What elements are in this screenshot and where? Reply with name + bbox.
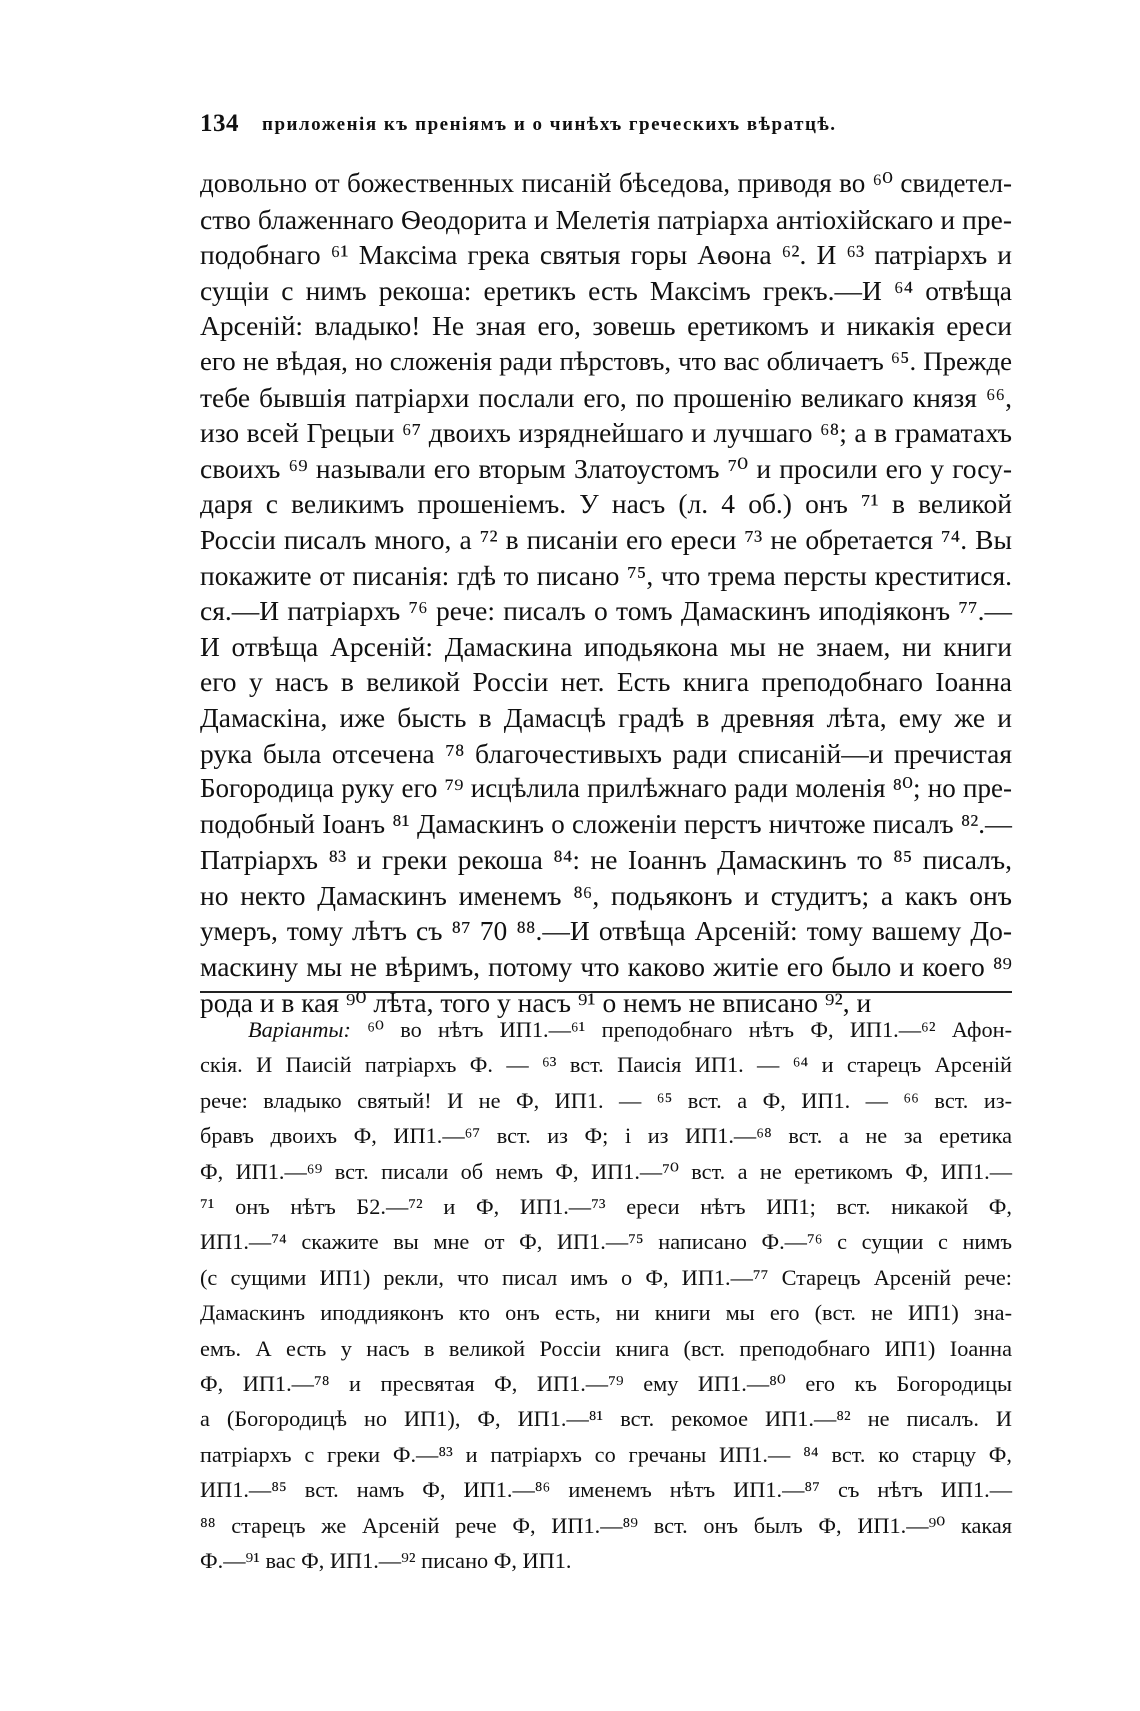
footnote-line: скія. И Паисій патріархъ Ф. — ⁶³ вст. Паисія ИП1. — ⁶⁴ и старецъ Арсеній: [200, 1052, 1012, 1078]
footnote-line-text: ⁶⁰ во нѣтъ ИП1.—⁶¹ преподобнаго нѣтъ Ф, ИП1.—⁶² Афон-: [367, 1017, 1012, 1042]
text-line: рука была отсечена ⁷⁸ благочестивыхъ ради списаній—и пречистая: [200, 737, 1012, 769]
footnote-line: а (Богородицѣ но ИП1), Ф, ИП1.—⁸¹ вст. рекомое ИП1.—⁸² не писалъ. И: [200, 1406, 1012, 1432]
footnote-line: ИП1.—⁸⁵ вст. намъ Ф, ИП1.—⁸⁶ именемъ нѣтъ ИП1.—⁸⁷ съ нѣтъ ИП1.—: [200, 1477, 1012, 1503]
text-line: изо всей Грецыи ⁶⁷ двоихъ изряднейшаго и лучшаго ⁶⁸; а в граматахъ: [200, 417, 1012, 449]
text-line: даря с великимъ прошеніемъ. У насъ (л. 4 об.) онъ ⁷¹ в великой: [200, 488, 1012, 520]
text-line: сущіи с нимъ рекоша: еретикъ есть Максімъ грекъ.—И ⁶⁴ отвѣща: [200, 274, 1012, 306]
variants-label: Варіанты:: [248, 1017, 351, 1042]
page-number: 134: [200, 110, 239, 137]
main-text-block: [200, 166, 1012, 1020]
footnote-line: Ф.—⁹¹ вас Ф, ИП1.—⁹² писано Ф, ИП1.: [200, 1548, 572, 1574]
text-line: ство блаженнаго Ѳеодорита и Мелетія патріарха антіохійскаго и пре-: [200, 203, 1012, 235]
text-line: И отвѣща Арсеній: Дамаскина иподьякона мы не знаем, ни книги: [200, 630, 1012, 662]
running-head: [200, 110, 1012, 144]
footnote-line: Ф, ИП1.—⁷⁸ и пресвятая Ф, ИП1.—⁷⁹ ему ИП1.—⁸⁰ его къ Богородицы: [200, 1371, 1012, 1397]
text-line: его не вѣдая, но сложенія ради пѣрстовъ, что вас обличаетъ ⁶⁵. Прежде: [200, 345, 1012, 376]
text-line: подобный Іоанъ ⁸¹ Дамаскинъ о сложеніи перстъ ничтоже писалъ ⁸².—: [200, 808, 1012, 839]
text-line: маскину мы не вѣримъ, потому что каково житіе его было и коего ⁸⁹: [200, 951, 1012, 983]
footnote-line: ИП1.—⁷⁴ скажите вы мне от Ф, ИП1.—⁷⁵ написано Ф.—⁷⁶ с сущии с нимъ: [200, 1229, 1012, 1255]
text-line: Россіи писалъ много, а ⁷² в писаніи его ереси ⁷³ не обретается ⁷⁴. Вы: [200, 523, 1012, 555]
footnote-line: патріархъ с греки Ф.—⁸³ и патріархъ со гречаны ИП1.— ⁸⁴ вст. ко старцу Ф,: [200, 1441, 1012, 1467]
text-line: довольно от божественных писаній бѣседова, приводя во ⁶⁰ свидетел-: [200, 168, 1012, 198]
text-line: его у насъ в великой Россіи нет. Есть книга преподобнаго Іоанна: [200, 666, 1012, 698]
text-line: ся.—И патріархъ ⁷⁶ рече: писалъ о томъ Дамаскинъ иподіяконъ ⁷⁷.—: [200, 595, 1012, 627]
text-line: Арсеній: владыко! Не зная его, зовешь еретикомъ и никакія ереси: [200, 310, 1012, 342]
text-line: покажите от писанія: гдѣ то писано ⁷⁵, что трема персты креститися.: [200, 559, 1012, 591]
footnote-line: ⁸⁸ старецъ же Арсеній рече Ф, ИП1.—⁸⁹ вст. онъ былъ Ф, ИП1.—⁹⁰ какая: [200, 1512, 1012, 1538]
footnote-line: бравъ двоихъ Ф, ИП1.—⁶⁷ вст. из Ф; і из ИП1.—⁶⁸ вст. а не за еретика: [200, 1123, 1012, 1149]
text-line: своихъ ⁶⁹ называли его вторым Златоустомъ ⁷⁰ и просили его у госу-: [200, 452, 1012, 484]
footnote-line: емъ. А есть у насъ в великой Россіи книга (вст. преподобнаго ИП1) Іоанна: [200, 1335, 1012, 1361]
footnote-line: (с сущими ИП1) рекли, что писал имъ о Ф, ИП1.—⁷⁷ Старецъ Арсеній рече:: [200, 1264, 1012, 1290]
text-line: подобнаго ⁶¹ Максіма грека святыя горы Аѳона ⁶². И ⁶³ патріархъ и: [200, 239, 1012, 271]
footnote-line: Ф, ИП1.—⁶⁹ вст. писали об немъ Ф, ИП1.—⁷⁰ вст. а не еретикомъ Ф, ИП1.—: [200, 1158, 1012, 1184]
footnote-line: Дамаскинъ иподдияконъ кто онъ есть, ни книги мы его (вст. не ИП1) зна-: [200, 1300, 1012, 1326]
text-line: но некто Дамаскинъ именемъ ⁸⁶, подьяконъ и студитъ; а какъ онъ: [200, 879, 1012, 911]
running-title: приложенія къ преніямъ и о чинѣхъ греческихъ вѣратцѣ.: [262, 114, 837, 135]
text-line: Патріархъ ⁸³ и греки рекоша ⁸⁴: не Іоаннъ Дамаскинъ то ⁸⁵ писалъ,: [200, 844, 1012, 876]
text-line: рода и в кая ⁹⁰ лѣта, того у насъ ⁹¹ о немъ не вписано ⁹², и: [200, 986, 872, 1018]
text-line: тебе бывшія патріархи послали его, по прошенію великаго князя ⁶⁶,: [200, 381, 1012, 413]
footnote-line: рече: владыко святый! И не Ф, ИП1. — ⁶⁵ вст. а Ф, ИП1. — ⁶⁶ вст. из-: [200, 1087, 1012, 1113]
footnotes-block: [200, 1012, 1012, 1579]
footnote-divider: [200, 991, 1012, 993]
text-line: умеръ, тому лѣтъ съ ⁸⁷ 70 ⁸⁸.—И отвѣща Арсеній: тому вашему До-: [200, 915, 1012, 947]
footnote-line: [200, 1012, 1012, 1047]
text-line: Богородица руку его ⁷⁹ исцѣлила прилѣжнаго ради моленія ⁸⁰; но пре-: [200, 773, 1012, 804]
text-line: Дамаскіна, иже бысть в Дамасцѣ градѣ в древняя лѣта, ему же и: [200, 701, 1012, 733]
footnote-line: ⁷¹ онъ нѣтъ Б2.—⁷² и Ф, ИП1.—⁷³ ереси нѣтъ ИП1; вст. никакой Ф,: [200, 1194, 1012, 1220]
